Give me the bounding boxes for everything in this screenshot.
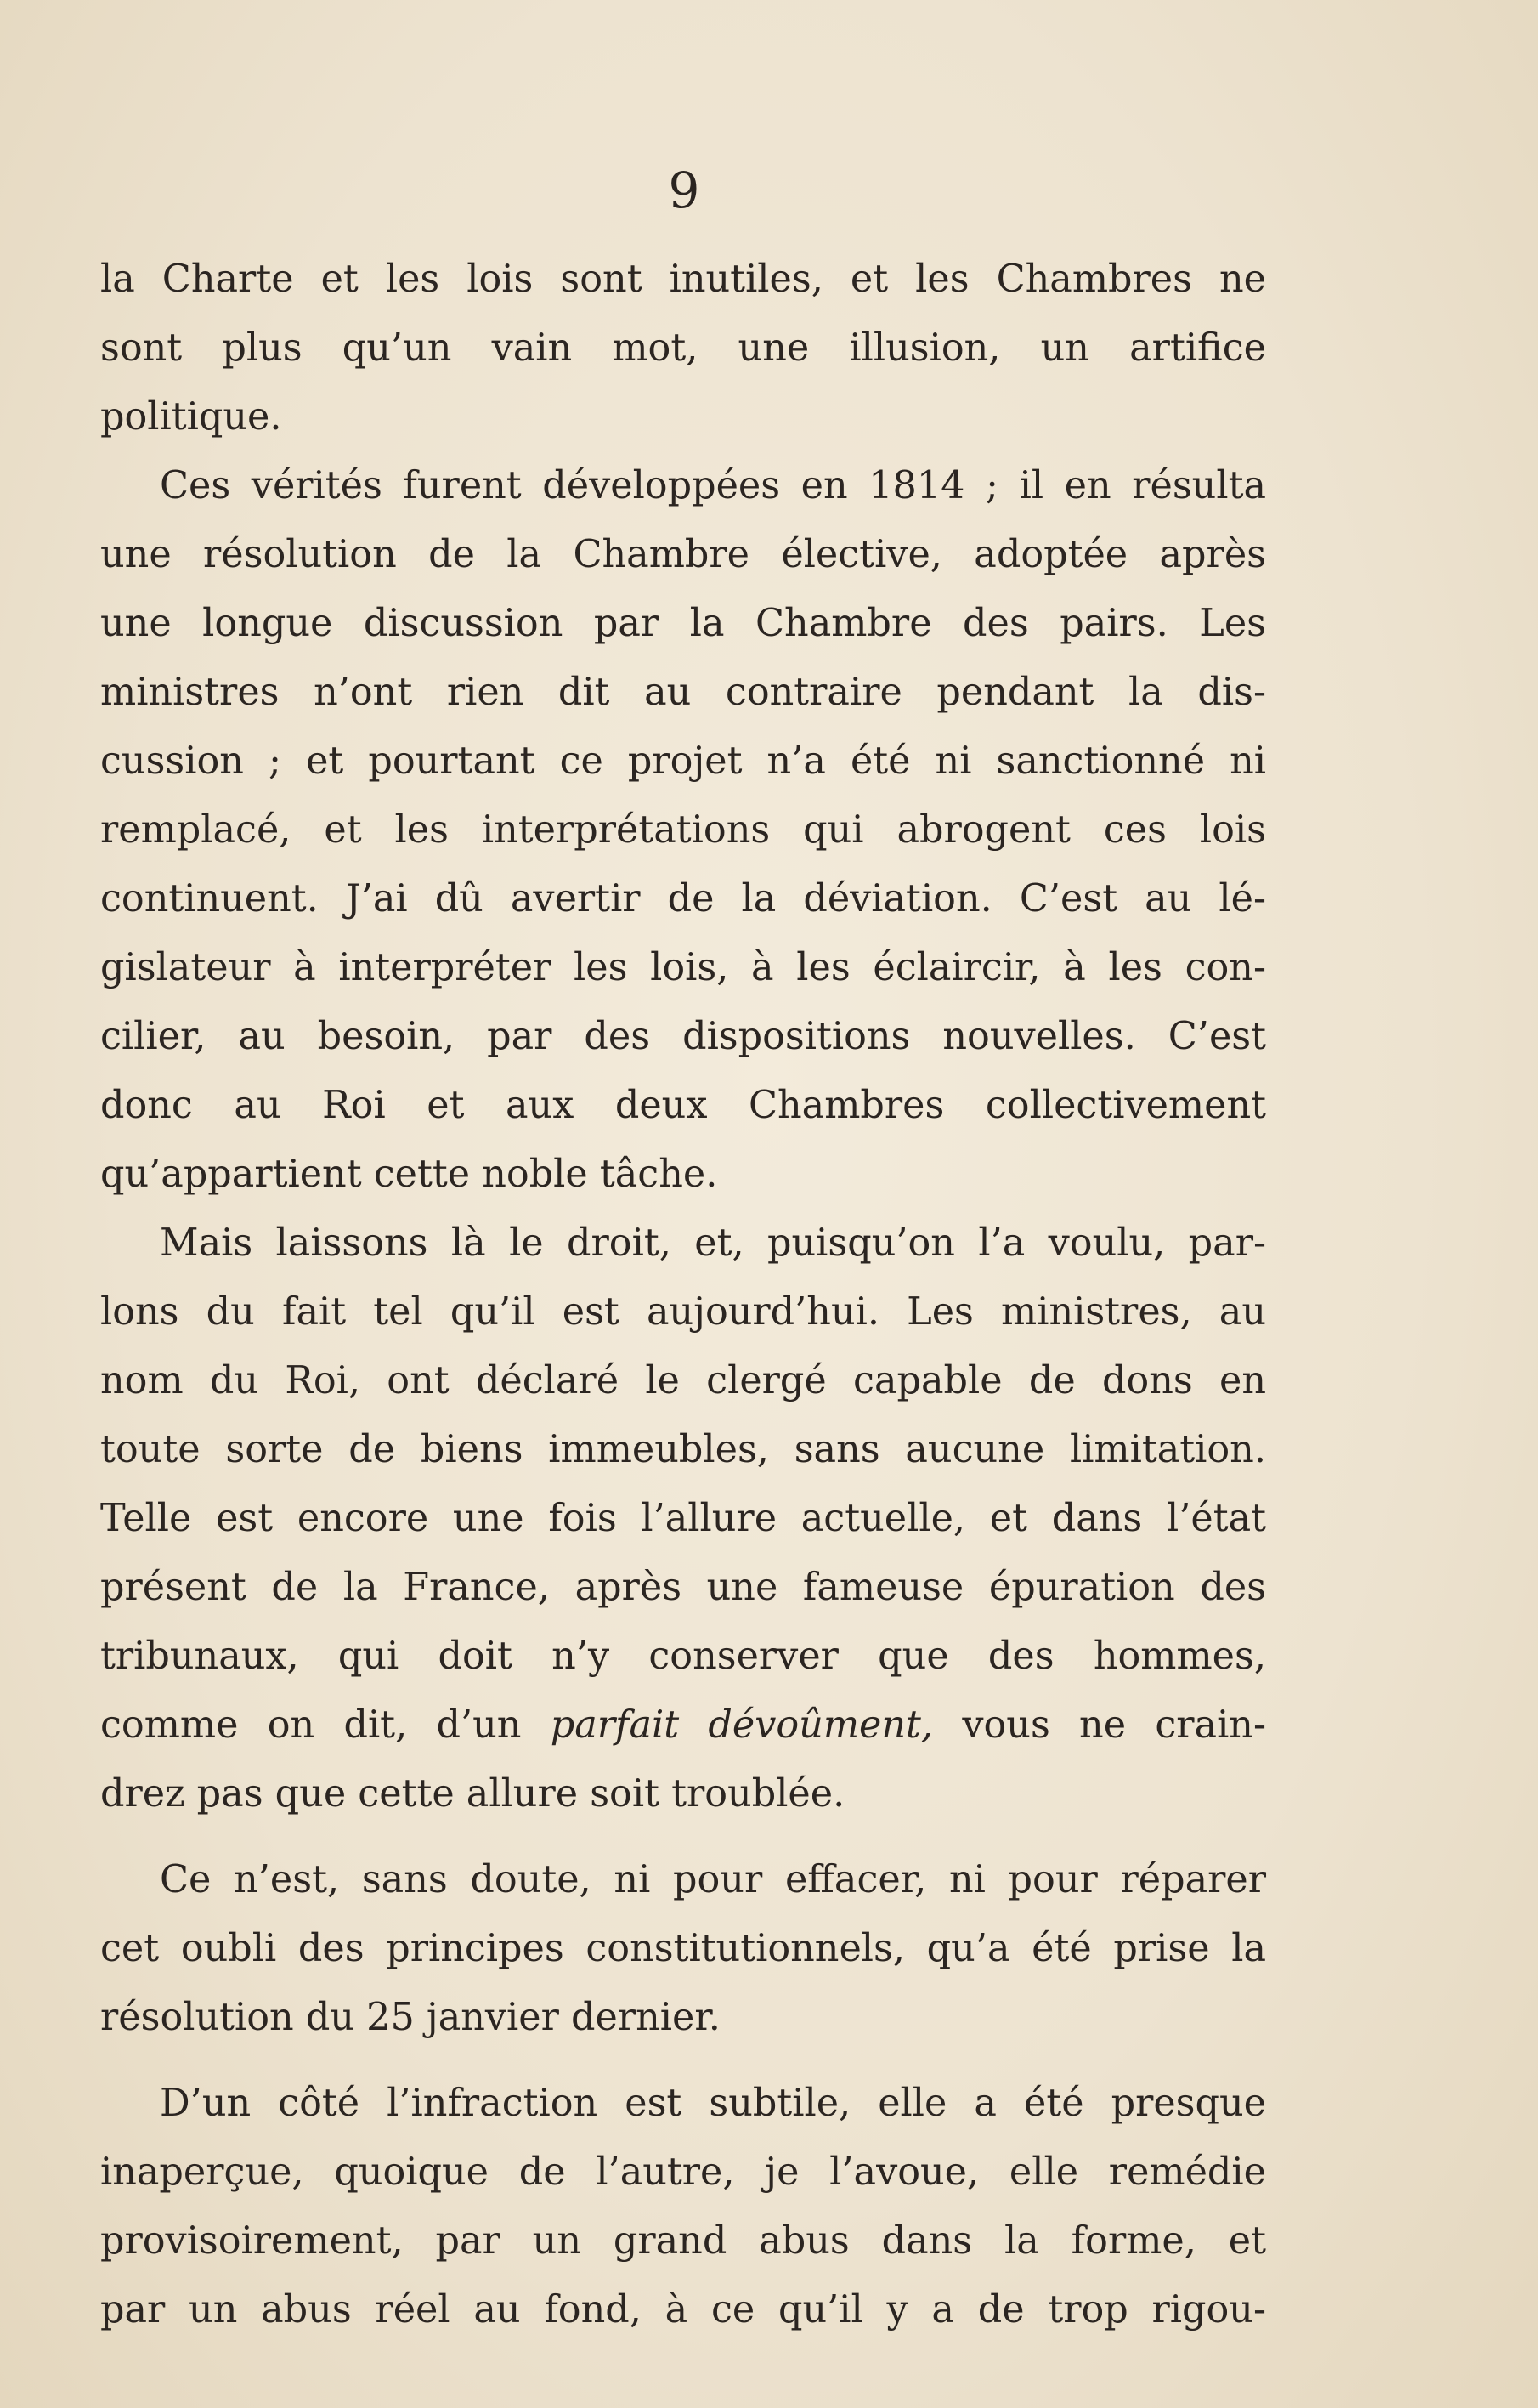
text-line: D’un côté l’infraction est subtile, elle a été presque — [160, 2082, 1266, 2125]
text-line: donc au Roi et aux deux Chambres collectivement — [100, 1084, 1266, 1127]
text-run: comme on dit, d’un — [100, 1703, 551, 1747]
text-line: continuent. J’ai dû avertir de la déviation. C’est au lé- — [100, 877, 1266, 921]
text-line: Ce n’est, sans doute, ni pour effacer, ni pour réparer — [160, 1858, 1266, 1901]
text-line-mixed — [100, 1691, 1266, 1759]
text-line: la Charte et les lois sont inutiles, et les Chambres ne — [100, 258, 1266, 301]
page-number: 9 — [668, 161, 700, 219]
text-line: toute sorte de biens immeubles, sans aucune limitation. — [100, 1428, 1266, 1471]
text-line: nom du Roi, ont déclaré le clergé capable de dons en — [100, 1359, 1266, 1402]
text-line: cilier, au besoin, par des dispositions nouvelles. C’est — [100, 1015, 1266, 1058]
paragraph-4 — [100, 1845, 1266, 2052]
paragraph-gap — [100, 1828, 1266, 1845]
text-line: ministres n’ont rien dit au contraire pendant la dis- — [100, 671, 1266, 714]
text-line: drez pas que cette allure soit troublée. — [100, 1772, 845, 1816]
text-line: une longue discussion par la Chambre des pairs. Les — [100, 602, 1266, 645]
paragraph-5 — [100, 2069, 1266, 2344]
body-text — [100, 245, 1266, 2344]
text-line: présent de la France, après une fameuse épuration des — [100, 1566, 1266, 1609]
text-line: sont plus qu’un vain mot, une illusion, un artifice — [100, 326, 1266, 370]
text-line: Telle est encore une fois l’allure actuelle, et dans l’état — [100, 1497, 1266, 1540]
text-line: une résolution de la Chambre élective, adoptée après — [100, 533, 1266, 576]
text-line: par un abus réel au fond, à ce qu’il y a de trop rigou- — [100, 2288, 1266, 2332]
text-line: qu’appartient cette noble tâche. — [100, 1153, 718, 1196]
italic-emphasis: parfait dévoûment, — [550, 1703, 934, 1747]
text-line: gislateur à interpréter les lois, à les éclaircir, à les con- — [100, 946, 1266, 989]
paragraph-2 — [100, 451, 1266, 1209]
text-line: cussion ; et pourtant ce projet n’a été ni sanctionné ni — [100, 739, 1266, 783]
text-line: Mais laissons là le droit, et, puisqu’on l’a voulu, par- — [160, 1221, 1266, 1265]
paragraph-1 — [100, 245, 1266, 451]
text-run: vous ne crain- — [933, 1703, 1266, 1747]
paragraph-3 — [100, 1209, 1266, 1828]
text-line: remplacé, et les interprétations qui abrogent ces lois — [100, 808, 1266, 852]
text-line: provisoirement, par un grand abus dans la forme, et — [100, 2219, 1266, 2263]
text-line: Ces vérités furent développées en 1814 ; il en résulta — [160, 464, 1266, 507]
text-line: lons du fait tel qu’il est aujourd’hui. Les ministres, au — [100, 1290, 1266, 1334]
text-line: tribunaux, qui doit n’y conserver que des hommes, — [100, 1635, 1266, 1678]
text-line: cet oubli des principes constitutionnels, qu’a été prise la — [100, 1927, 1266, 1970]
text-line: politique. — [100, 395, 282, 439]
text-line: résolution du 25 janvier dernier. — [100, 1996, 721, 2039]
paragraph-gap — [100, 2052, 1266, 2069]
text-line: inaperçue, quoique de l’autre, je l’avoue, elle remédie — [100, 2150, 1266, 2194]
